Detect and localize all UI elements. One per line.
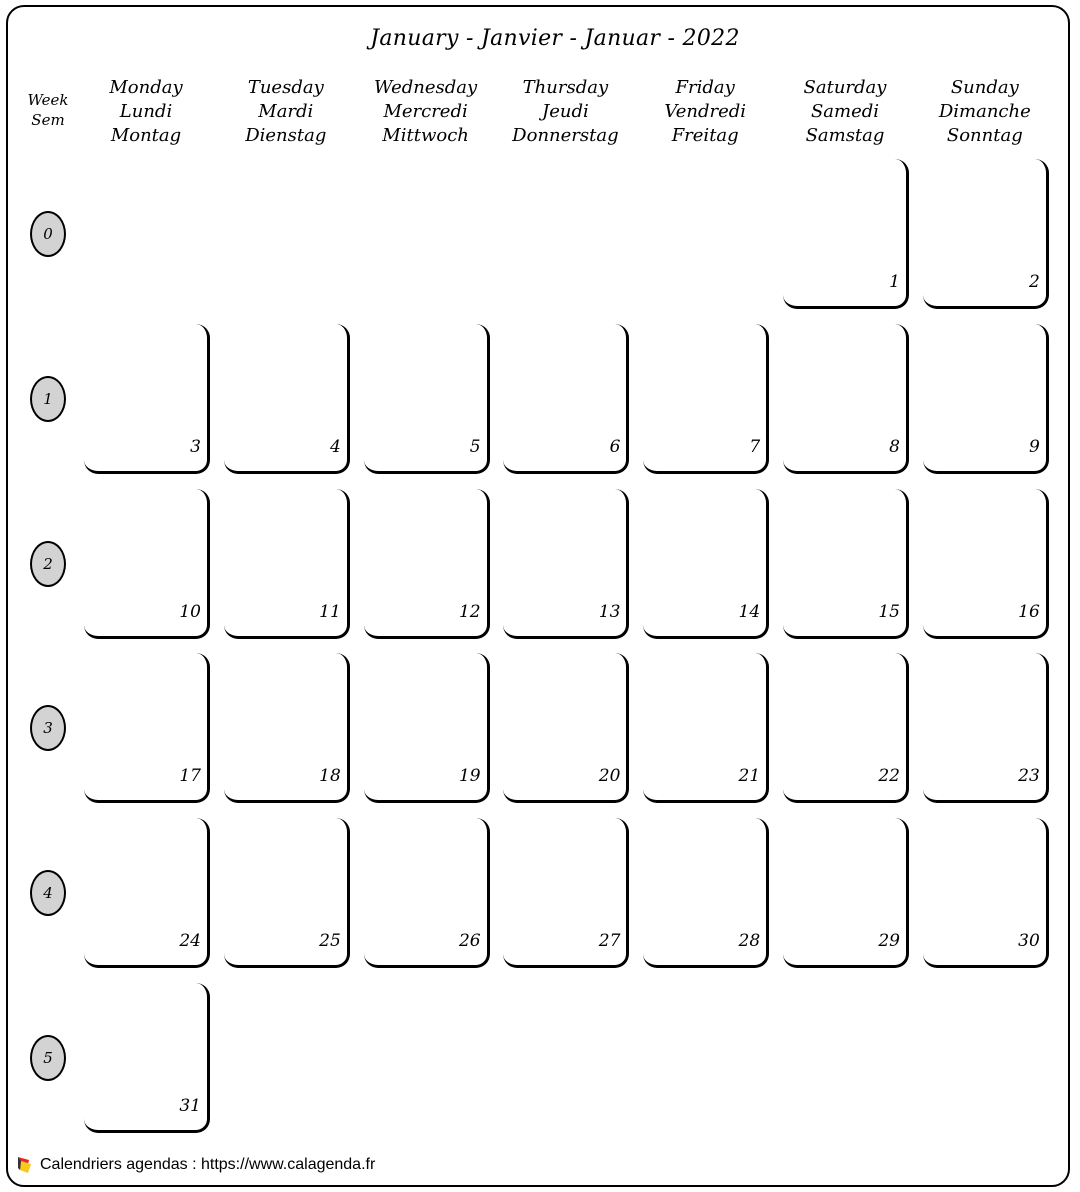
day-cell[interactable]	[84, 818, 210, 968]
day-cell[interactable]	[643, 324, 769, 474]
day-cell[interactable]	[84, 489, 210, 639]
day-cell[interactable]	[503, 324, 629, 474]
day-cell[interactable]	[364, 324, 490, 474]
day-cell[interactable]	[503, 653, 629, 803]
day-cell[interactable]	[84, 324, 210, 474]
day-cell[interactable]	[923, 653, 1049, 803]
day-name-en: Wednesday	[374, 77, 478, 98]
day-header-monday	[76, 76, 216, 148]
day-cell[interactable]	[923, 489, 1049, 639]
day-number: 7	[749, 436, 761, 457]
day-name-de: Dienstag	[245, 125, 327, 146]
day-number: 25	[319, 931, 341, 952]
day-number: 30	[1018, 931, 1040, 952]
day-number: 13	[598, 601, 621, 622]
day-number: 16	[1018, 601, 1040, 622]
week-column-header	[20, 90, 76, 130]
day-number: 6	[609, 436, 621, 457]
day-cell[interactable]	[783, 324, 909, 474]
day-name-en: Monday	[109, 77, 183, 98]
day-cell[interactable]	[923, 324, 1049, 474]
day-cell[interactable]	[783, 489, 909, 639]
week-number-badge: 0	[30, 211, 66, 257]
day-cell[interactable]	[643, 818, 769, 968]
day-cell[interactable]	[923, 818, 1049, 968]
footer-link[interactable]: Calendriers agendas : https://www.calagenda.fr	[40, 1156, 376, 1173]
calendar-title: January - Janvier - Januar - 2022	[370, 26, 740, 51]
day-name-de: Montag	[110, 125, 182, 146]
day-name-fr: Lundi	[119, 101, 173, 122]
day-number: 9	[1028, 436, 1040, 457]
day-number: 14	[738, 601, 761, 622]
footer[interactable]	[16, 1156, 375, 1174]
day-cell[interactable]	[923, 159, 1049, 309]
day-number: 28	[738, 931, 761, 952]
week-header-fr: Sem	[31, 111, 65, 129]
day-number: 27	[598, 931, 621, 952]
day-cell[interactable]	[643, 653, 769, 803]
day-name-en: Sunday	[950, 77, 1019, 98]
day-name-de: Freitag	[671, 125, 739, 146]
day-number: 10	[179, 601, 201, 622]
day-name-fr: Vendredi	[664, 101, 747, 122]
day-number: 26	[458, 931, 481, 952]
day-number: 22	[878, 766, 900, 787]
week-number-badge: 1	[30, 376, 66, 422]
day-header-saturday	[775, 76, 915, 148]
day-number: 21	[738, 766, 761, 787]
day-number: 23	[1018, 766, 1040, 787]
day-name-de: Donnerstag	[512, 125, 619, 146]
day-cell[interactable]	[224, 818, 350, 968]
day-cell[interactable]	[783, 818, 909, 968]
day-name-fr: Dimanche	[938, 101, 1031, 122]
day-header-thursday	[495, 76, 635, 148]
day-number: 17	[179, 766, 201, 787]
day-name-fr: Mercredi	[383, 101, 468, 122]
day-name-en: Tuesday	[247, 77, 324, 98]
day-name-fr: Mardi	[258, 101, 314, 122]
day-number: 12	[458, 601, 481, 622]
day-cell[interactable]	[224, 324, 350, 474]
week-header-en: Week	[27, 91, 69, 109]
day-name-de: Mittwoch	[382, 125, 469, 146]
day-number: 3	[190, 436, 201, 457]
day-number: 1	[889, 272, 900, 292]
day-number: 4	[329, 436, 341, 457]
day-header-tuesday	[216, 76, 356, 148]
day-cell[interactable]	[224, 489, 350, 639]
day-number: 2	[1028, 272, 1040, 292]
day-number: 11	[319, 601, 341, 622]
day-header-sunday	[915, 76, 1055, 148]
day-number: 8	[889, 436, 900, 457]
day-cell[interactable]	[783, 159, 909, 309]
day-number: 31	[179, 1096, 201, 1116]
day-cell[interactable]	[503, 818, 629, 968]
day-cell[interactable]	[364, 489, 490, 639]
day-number: 5	[469, 436, 481, 457]
day-cell[interactable]	[224, 653, 350, 803]
day-name-fr: Jeudi	[542, 101, 589, 122]
day-cell[interactable]	[364, 818, 490, 968]
day-name-de: Sonntag	[946, 125, 1023, 146]
day-name-en: Thursday	[522, 77, 609, 98]
day-number: 15	[878, 601, 900, 622]
day-cell[interactable]	[783, 653, 909, 803]
week-number-badge: 4	[30, 870, 66, 916]
day-cell[interactable]	[503, 489, 629, 639]
day-cell[interactable]	[643, 489, 769, 639]
day-number: 18	[319, 766, 341, 787]
day-cell[interactable]	[364, 653, 490, 803]
day-cell[interactable]	[84, 653, 210, 803]
day-number: 20	[598, 766, 621, 787]
day-number: 24	[179, 931, 201, 952]
calagenda-logo-icon	[16, 1156, 34, 1174]
day-name-en: Friday	[675, 77, 735, 98]
week-number-badge: 2	[30, 541, 66, 587]
day-number: 29	[878, 931, 900, 952]
day-header-wednesday	[356, 76, 496, 148]
day-name-de: Samstag	[805, 125, 885, 146]
week-number-badge: 3	[30, 705, 66, 751]
day-name-en: Saturday	[803, 77, 887, 98]
day-number: 19	[458, 766, 481, 787]
day-header-friday	[635, 76, 775, 148]
week-number-badge: 5	[30, 1035, 66, 1081]
day-cell[interactable]	[84, 983, 210, 1133]
day-name-fr: Samedi	[810, 101, 880, 122]
